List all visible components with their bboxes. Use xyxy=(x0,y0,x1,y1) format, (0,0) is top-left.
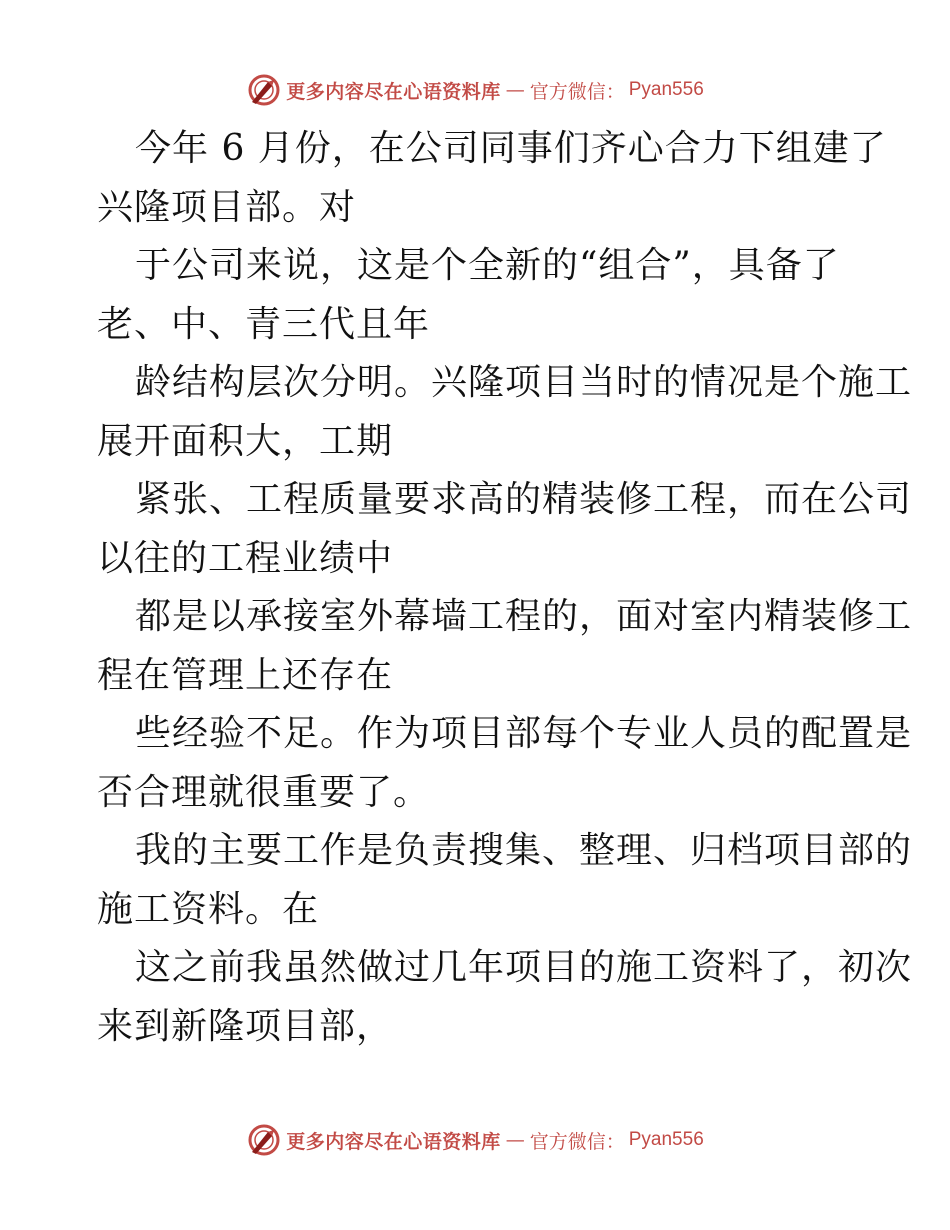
header-dash: — xyxy=(505,79,525,101)
document-body xyxy=(97,120,913,1056)
footer-wechat-id: Pyan556 xyxy=(628,1129,704,1150)
header-wechat-label: 官方微信： xyxy=(529,80,625,103)
footer-wechat-label: 官方微信： xyxy=(529,1130,625,1153)
text-line: 以往的工程业绩中 xyxy=(97,537,394,579)
header-brand xyxy=(246,72,704,108)
text-line: 龄结构层次分明。兴隆项目当时的情况是个施工 xyxy=(135,362,913,403)
header-brand-text: 更多内容尽在心语资料库 xyxy=(286,80,501,103)
text-line: 施工资料。在 xyxy=(97,888,320,930)
page-footer xyxy=(0,1120,950,1160)
text-line: 我的主要工作是负责搜集、整理、归档项目部的 xyxy=(135,830,913,871)
text-line: 紧张、工程质量要求高的精装修工程，而在公司 xyxy=(135,479,913,520)
pen-logo-icon xyxy=(246,72,282,108)
text-line: 于公司来说，这是个全新的“组合”，具备了 xyxy=(135,245,840,286)
pen-logo-icon xyxy=(246,1122,282,1158)
header-wechat-id: Pyan556 xyxy=(628,79,704,100)
text-line: 些经验不足。作为项目部每个专业人员的配置是 xyxy=(135,713,913,754)
page-header xyxy=(0,70,950,110)
text-line: 兴隆项目部。对 xyxy=(97,186,357,228)
footer-brand xyxy=(246,1122,704,1158)
footer-brand-text: 更多内容尽在心语资料库 xyxy=(286,1130,501,1153)
text-line: 程在管理上还存在 xyxy=(97,654,394,696)
text-line: 今年 6 月份，在公司同事们齐心合力下组建了 xyxy=(135,128,887,169)
text-line: 否合理就很重要了。 xyxy=(97,771,431,813)
text-line: 来到新隆项目部， xyxy=(97,1005,394,1047)
text-line: 都是以承接室外幕墙工程的，面对室内精装修工 xyxy=(135,596,913,637)
text-line: 展开面积大，工期 xyxy=(97,420,394,462)
footer-dash: — xyxy=(505,1129,525,1151)
text-line: 老、中、青三代且年 xyxy=(97,303,431,345)
text-line: 这之前我虽然做过几年项目的施工资料了，初次 xyxy=(135,947,913,988)
